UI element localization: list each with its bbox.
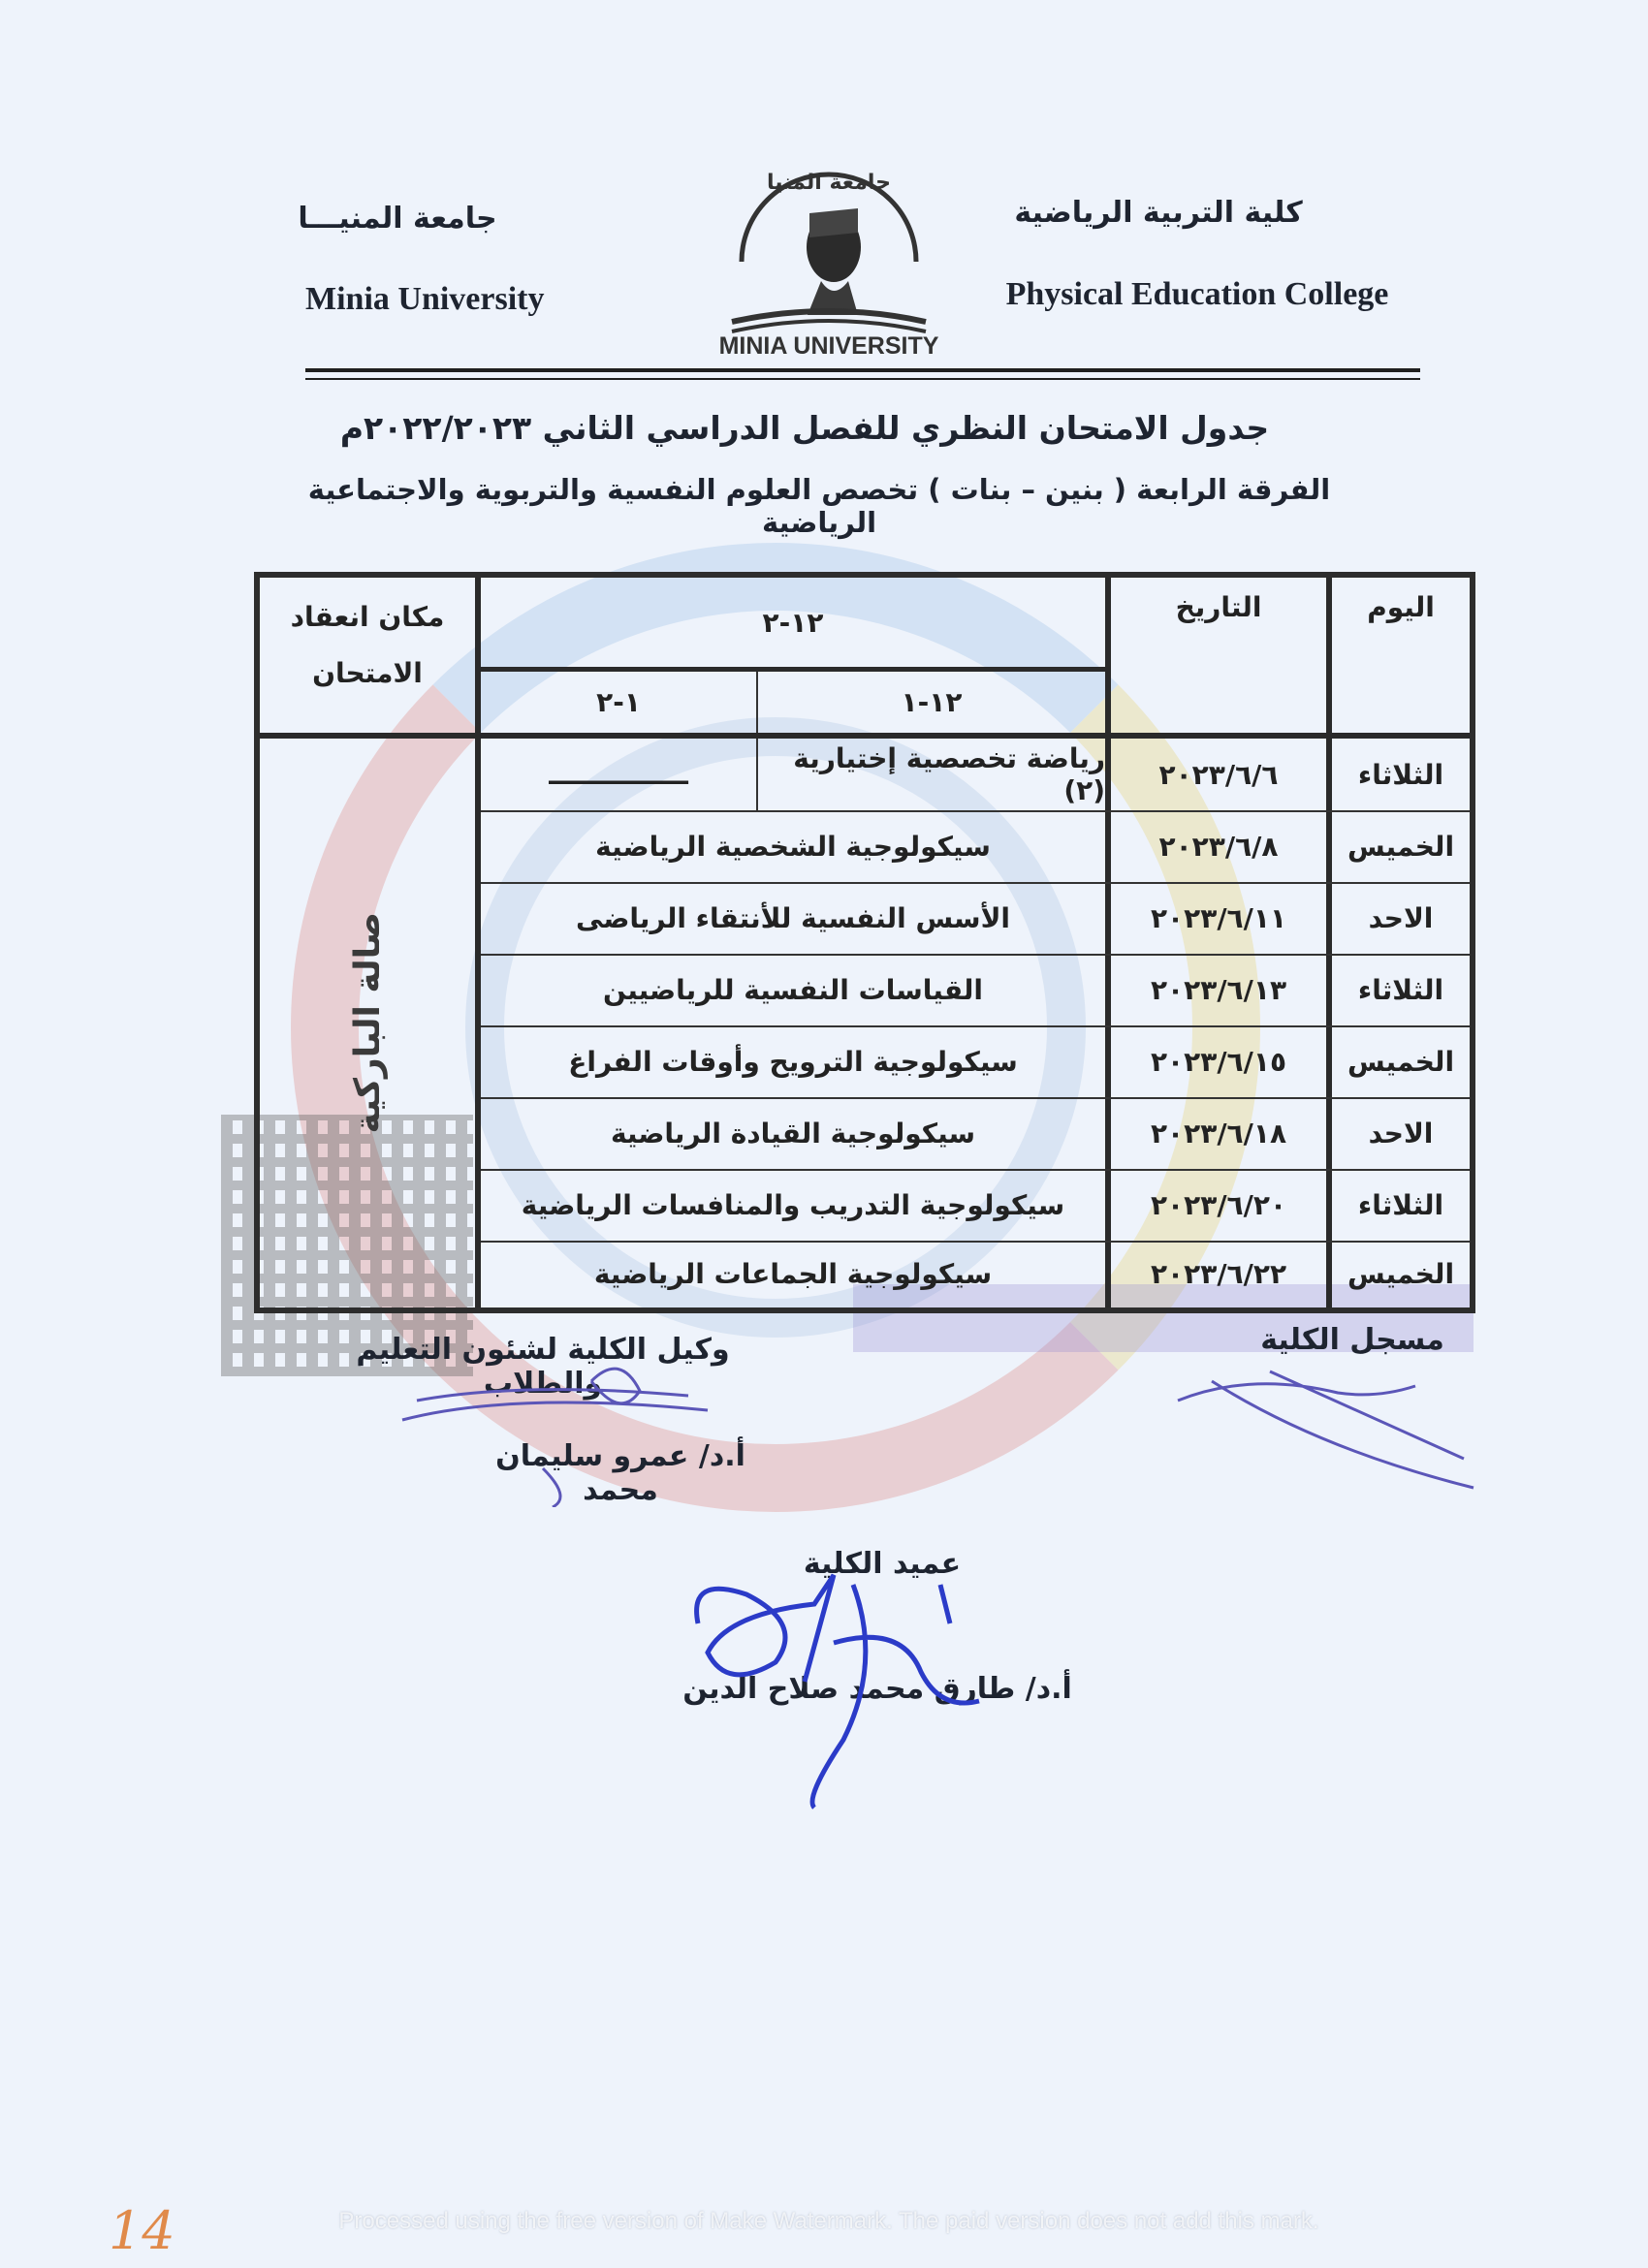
row-day: الاحد (1368, 901, 1434, 934)
row-day: الثلاثاء (1357, 1188, 1444, 1221)
venue-cell (260, 739, 475, 1307)
row-subject: سيكولوجية الشخصية الرياضية (595, 830, 991, 863)
row-date: ٢٠٢٣/٦/١٥ (1150, 1045, 1287, 1078)
college-name-ar: كلية التربية الرياضية (1014, 196, 1303, 230)
row-date: ٢٠٢٣/٦/١٣ (1150, 973, 1287, 1006)
row-date: ٢٠٢٣/٦/١٨ (1150, 1117, 1287, 1150)
vice-dean-name: أ.د/ عمرو سليمان محمد (495, 1439, 745, 1507)
logo-text: MINIA UNIVERSITY (718, 332, 939, 359)
vice-dean-signature (397, 1352, 717, 1507)
page-title: جدول الامتحان النظري للفصل الدراسي الثاني ٢٠٢٢/٢٠٢٣م (339, 409, 1270, 447)
venue-value: صالة الباركية (347, 912, 388, 1134)
row-subject: سيكولوجية الترويح وأوقات الفراغ (568, 1045, 1018, 1078)
header-slot-1: ١٢-١ (901, 686, 963, 718)
row-subject: رياضة تخصصية إختيارية (٢) (793, 742, 1105, 806)
registrar-signature (1173, 1342, 1483, 1497)
header-rule-thick (305, 368, 1420, 372)
header-time: ١٢-٢ (762, 606, 824, 639)
exam-schedule-table (254, 572, 1475, 1313)
row-empty-slot: ـــــــــــــــ (549, 758, 688, 791)
row-day: الاحد (1368, 1117, 1434, 1150)
row-date: ٢٠٢٣/٦/٢٢ (1150, 1258, 1287, 1290)
row-subject: سيكولوجية القيادة الرياضية (610, 1117, 976, 1150)
page-number: 14 (109, 2200, 175, 2261)
college-name-en: Physical Education College (1005, 276, 1389, 312)
row-date: ٢٠٢٣/٦/٦ (1158, 758, 1279, 791)
header-rule-thin (305, 378, 1420, 380)
dean-name: أ.د/ طارق محمد صلاح الدين (682, 1672, 1072, 1706)
university-logo (713, 155, 945, 359)
watermark-footer: Processed using the free version of Make Watermark. The paid version does not add this mark. (338, 2208, 1319, 2234)
row-day: الخميس (1347, 1258, 1455, 1290)
university-name-en: Minia University (305, 281, 545, 317)
row-day: الخميس (1347, 830, 1455, 863)
row-date: ٢٠٢٣/٦/١١ (1150, 901, 1287, 934)
university-name-ar: جامعة المنيـــا (298, 202, 497, 236)
row-day: الثلاثاء (1357, 973, 1444, 1006)
dean-signature (688, 1565, 1008, 1817)
row-subject: سيكولوجية الجماعات الرياضية (593, 1258, 993, 1290)
row-subject: الأسس النفسية للأنتقاء الرياضى (575, 901, 1011, 934)
dean-title: عميد الكلية (803, 1547, 962, 1581)
row-day: الخميس (1347, 1045, 1455, 1078)
header-venue: مكان انعقاد الامتحان (290, 601, 445, 689)
header-day: اليوم (1367, 590, 1435, 623)
logo-arc-text: جامعة المنيا (767, 171, 891, 195)
row-day: الثلاثاء (1357, 758, 1444, 791)
page-subtitle: الفرقة الرابعة ( بنين – بنات ) تخصص العلوم النفسية والتربوية والاجتماعية الرياضية (307, 473, 1331, 539)
row-subject: القياسات النفسية للرياضيين (603, 973, 983, 1006)
registrar-title: مسجل الكلية (1260, 1323, 1444, 1357)
header-date: التاريخ (1175, 590, 1262, 623)
row-date: ٢٠٢٣/٦/٨ (1158, 830, 1279, 863)
row-date: ٢٠٢٣/٦/٢٠ (1150, 1188, 1287, 1221)
row-subject: سيكولوجية التدريب والمنافسات الرياضية (521, 1188, 1065, 1221)
header-slot-2: ١-٢ (596, 686, 641, 718)
vice-dean-title: وكيل الكلية لشئون التعليم والطلاب (356, 1333, 730, 1401)
